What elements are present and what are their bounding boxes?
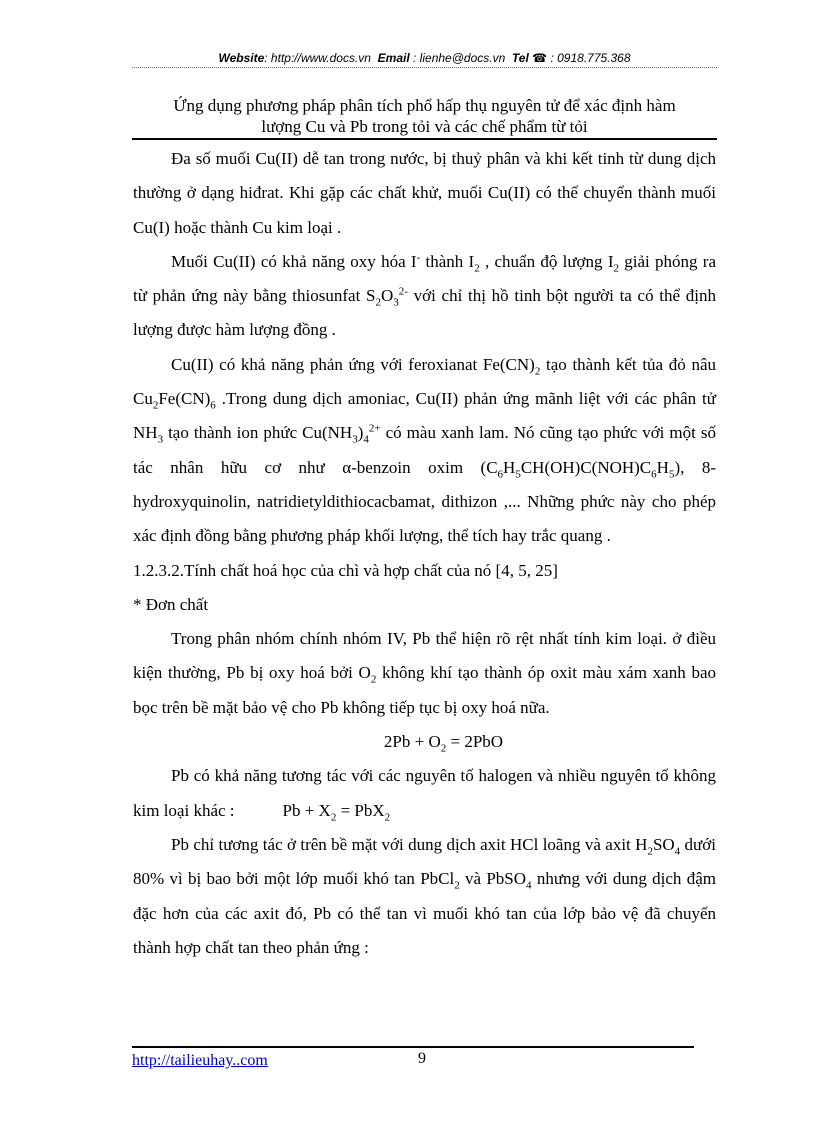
subscript: 6 <box>651 468 657 481</box>
text-run: = PbX <box>336 800 385 820</box>
subscript: 2 <box>330 811 337 824</box>
text-run: O <box>380 286 394 306</box>
subscript: 2 <box>384 811 391 824</box>
page-number: 9 <box>418 1050 426 1067</box>
subscript: 2 <box>152 399 159 412</box>
text-run: Muối Cu(II) có khả năng oxy hóa I <box>171 251 417 271</box>
title-line-2: lượng Cu và Pb trong tỏi và các chế phẩm từ tỏi <box>261 117 588 136</box>
text-run: H <box>503 457 516 477</box>
text-run: ) <box>357 423 364 443</box>
text-run: giải phóng ra từ phản ứng này bằng thiosunfat S <box>133 251 716 306</box>
subscript: 4 <box>526 879 532 892</box>
text-run: .Trong dung dịch amoniac, Cu(II) phản ứng mãnh liệt với các phân tử NH <box>133 389 716 443</box>
text-run: H <box>656 457 669 477</box>
subscript: 4 <box>363 433 369 446</box>
paragraph-6 <box>133 828 716 965</box>
tel-value: ☎ : 0918.775.368 <box>532 51 631 65</box>
title-line-1: Ứng dụng phương pháp phân tích phổ hấp thụ nguyên tử để xác định hàm <box>173 96 676 115</box>
header-rule <box>132 67 717 68</box>
email-value: : lienhe@docs.vn <box>413 51 506 65</box>
paragraph-4 <box>133 622 716 725</box>
text-run: Pb có khả năng tương tác với các nguyên tố halogen và nhiều nguyên tố không kim loại khác : <box>133 766 716 820</box>
text-run: , chuẩn độ lượng I <box>479 251 614 271</box>
text-run: Fe(CN) <box>158 389 211 409</box>
tel-label: Tel <box>511 51 529 65</box>
subscript: 2 <box>647 845 653 858</box>
paragraph-5 <box>133 759 716 828</box>
website-label: Website <box>218 51 265 65</box>
subscript: 2 <box>534 365 541 378</box>
subscript: 2 <box>613 262 619 275</box>
superscript: - <box>416 251 421 264</box>
text-run: Trong phân nhóm chính nhóm IV, Pb thể hiện rõ rệt nhất tính kim loại. ở điều kiện thường, Pb bị oxy hoá bởi O <box>133 629 716 683</box>
text-run: dưới 80% vì bị bao bởi một lớp muối khó tan PbCl <box>133 834 716 889</box>
text-run: có màu xanh lam. Nó cũng tạo phức với một số tác nhân hữu cơ như α-benzoin oxim (C <box>133 423 716 477</box>
text-run: SO <box>652 834 675 854</box>
subscript: 3 <box>393 296 399 309</box>
footer-link[interactable]: http://tailieuhay..com <box>132 1052 268 1069</box>
subsection-heading: * Đơn chất <box>133 594 209 614</box>
page-header <box>132 51 717 65</box>
title-rule <box>132 138 717 140</box>
superscript: 2+ <box>368 422 381 435</box>
paragraph-1: Đa số muối Cu(II) dễ tan trong nước, bị thuỷ phân và khi kết tinh từ dung dịch thường ở dạng hiđrat. Khi gặp các chất khử, muối Cu(II) có thể chuyển thành muối Cu(I) hoặc thành Cu kim loại . <box>133 149 716 237</box>
text-run: = 2PbO <box>446 732 504 752</box>
text-run: với chỉ thị hồ tinh bột người ta có thể định lượng được hàm lượng đồng . <box>133 286 716 340</box>
text-run: tạo thành kết tủa đỏ nâu Cu <box>133 354 716 409</box>
text-run: Pb chỉ tương tác ở trên bề mặt với dung dịch axit HCl loãng và axit H <box>171 834 648 854</box>
section-heading: 1.2.3.2.Tính chất hoá học của chì và hợp chất của nó [4, 5, 25] <box>133 560 558 580</box>
subscript: 5 <box>668 468 675 481</box>
subscript: 3 <box>352 433 358 446</box>
email-label: Email <box>377 51 410 65</box>
subscript: 2 <box>454 879 460 892</box>
paragraph-3 <box>133 348 716 554</box>
subscript: 5 <box>515 468 521 481</box>
subscript: 6 <box>497 468 504 481</box>
text-run: 2Pb + O <box>383 732 441 752</box>
subscript: 6 <box>210 399 216 412</box>
text-run: ), 8-hydroxyquinolin, natridietyldithiocacbamat, dithizon ,... Những phức này cho phép xác định đồng bằng phương pháp khối lượng, thể tích hay trắc quang . <box>133 457 716 546</box>
document-title <box>132 95 717 137</box>
footer-rule <box>132 1046 694 1048</box>
paragraph-2 <box>133 245 716 348</box>
website-value: : http://www.docs.vn <box>264 51 371 65</box>
subscript: 2 <box>440 742 447 755</box>
subscript: 2 <box>375 296 381 309</box>
subscript: 3 <box>157 433 164 446</box>
subscript: 2 <box>370 673 377 686</box>
text-run: tạo thành ion phức Cu(NH <box>163 423 353 443</box>
text-run: không khí tạo thành óp oxit màu xám xanh bao bọc trên bề mặt bảo vệ cho Pb không tiếp tục bị oxy hoá nữa. <box>133 663 716 717</box>
text-run: Cu(II) có khả năng phản ứng với feroxianat Fe(CN) <box>171 354 535 374</box>
subscript: 2 <box>474 262 480 275</box>
subscript: 4 <box>674 845 681 858</box>
text-run: Pb + X <box>282 800 331 820</box>
text-run: và PbSO <box>459 869 527 889</box>
equation-1 <box>133 725 716 759</box>
text-run: thành I <box>420 251 475 271</box>
document-body <box>133 142 716 965</box>
text-run: nhưng với dung dịch đậm đặc hơn của các axit đó, Pb có thể tan vì muối khó tan của lớp bảo vệ đã chuyển thành hợp chất tan theo phản ứng : <box>133 869 716 957</box>
superscript: 2- <box>398 285 408 298</box>
text-run: CH(OH)C(NOH)C <box>520 457 652 477</box>
